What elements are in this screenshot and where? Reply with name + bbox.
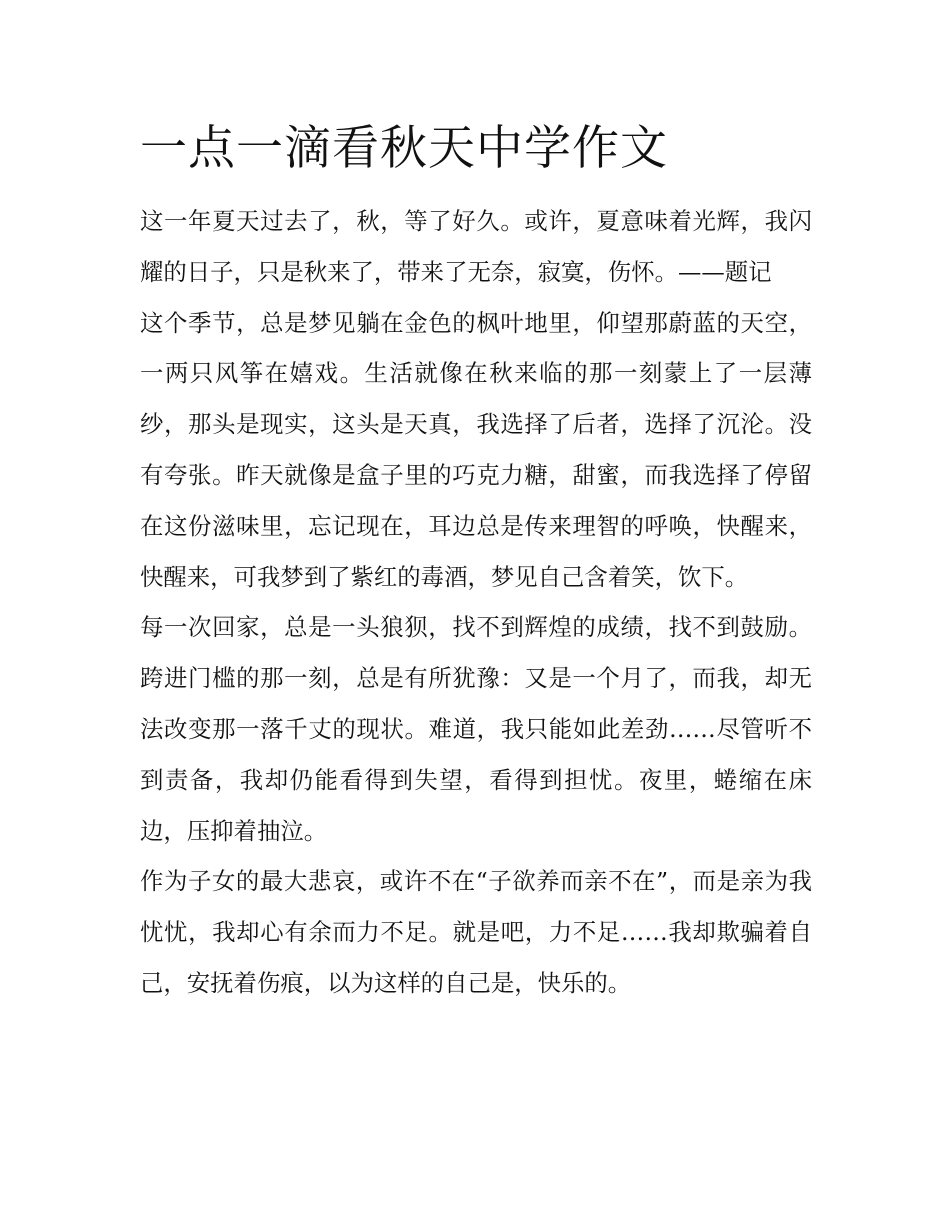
document-title: 一点一滴看秋天中学作文 <box>140 121 668 176</box>
document-page <box>140 118 812 1009</box>
paragraph-sorrow: 作为子女的最大悲哀，或许不在“子欲养而亲不在”，而是亲为我忧忧，我却心有余而力不足。就是吧，力不足……我却欺骗着自己，安抚着伤痕，以为这样的自己是，快乐的。 <box>140 867 812 997</box>
paragraph-going-home: 每一次回家，总是一头狼狈，找不到辉煌的成绩，找不到鼓励。跨进门槛的那一刻，总是有所犹豫：又是一个月了，而我，却无法改变那一落千丈的现状。难道，我只能如此差劲……尽管听不到责备，我却仍能看得到失望，看得到担忧。夜里，蜷缩在床边，压抑着抽泣。 <box>140 613 812 845</box>
paragraph-season-dream: 这个季节，总是梦见躺在金色的枫叶地里，仰望那蔚蓝的天空，一两只风筝在嬉戏。生活就像在秋来临的那一刻蒙上了一层薄纱，那头是现实，这头是天真，我选择了后者，选择了沉沦。没有夸张。昨天就像是盒子里的巧克力糖，甜蜜，而我选择了停留在这份滋味里，忘记现在，耳边总是传来理智的呼唤，快醒来，快醒来，可我梦到了紫红的毒酒，梦见自己含着笑，饮下。 <box>140 308 812 591</box>
paragraph-preface: 这一年夏天过去了，秋，等了好久。或许，夏意味着光辉，我闪耀的日子，只是秋来了，带来了无奈，寂寞，伤怀。——题记 <box>140 207 812 286</box>
